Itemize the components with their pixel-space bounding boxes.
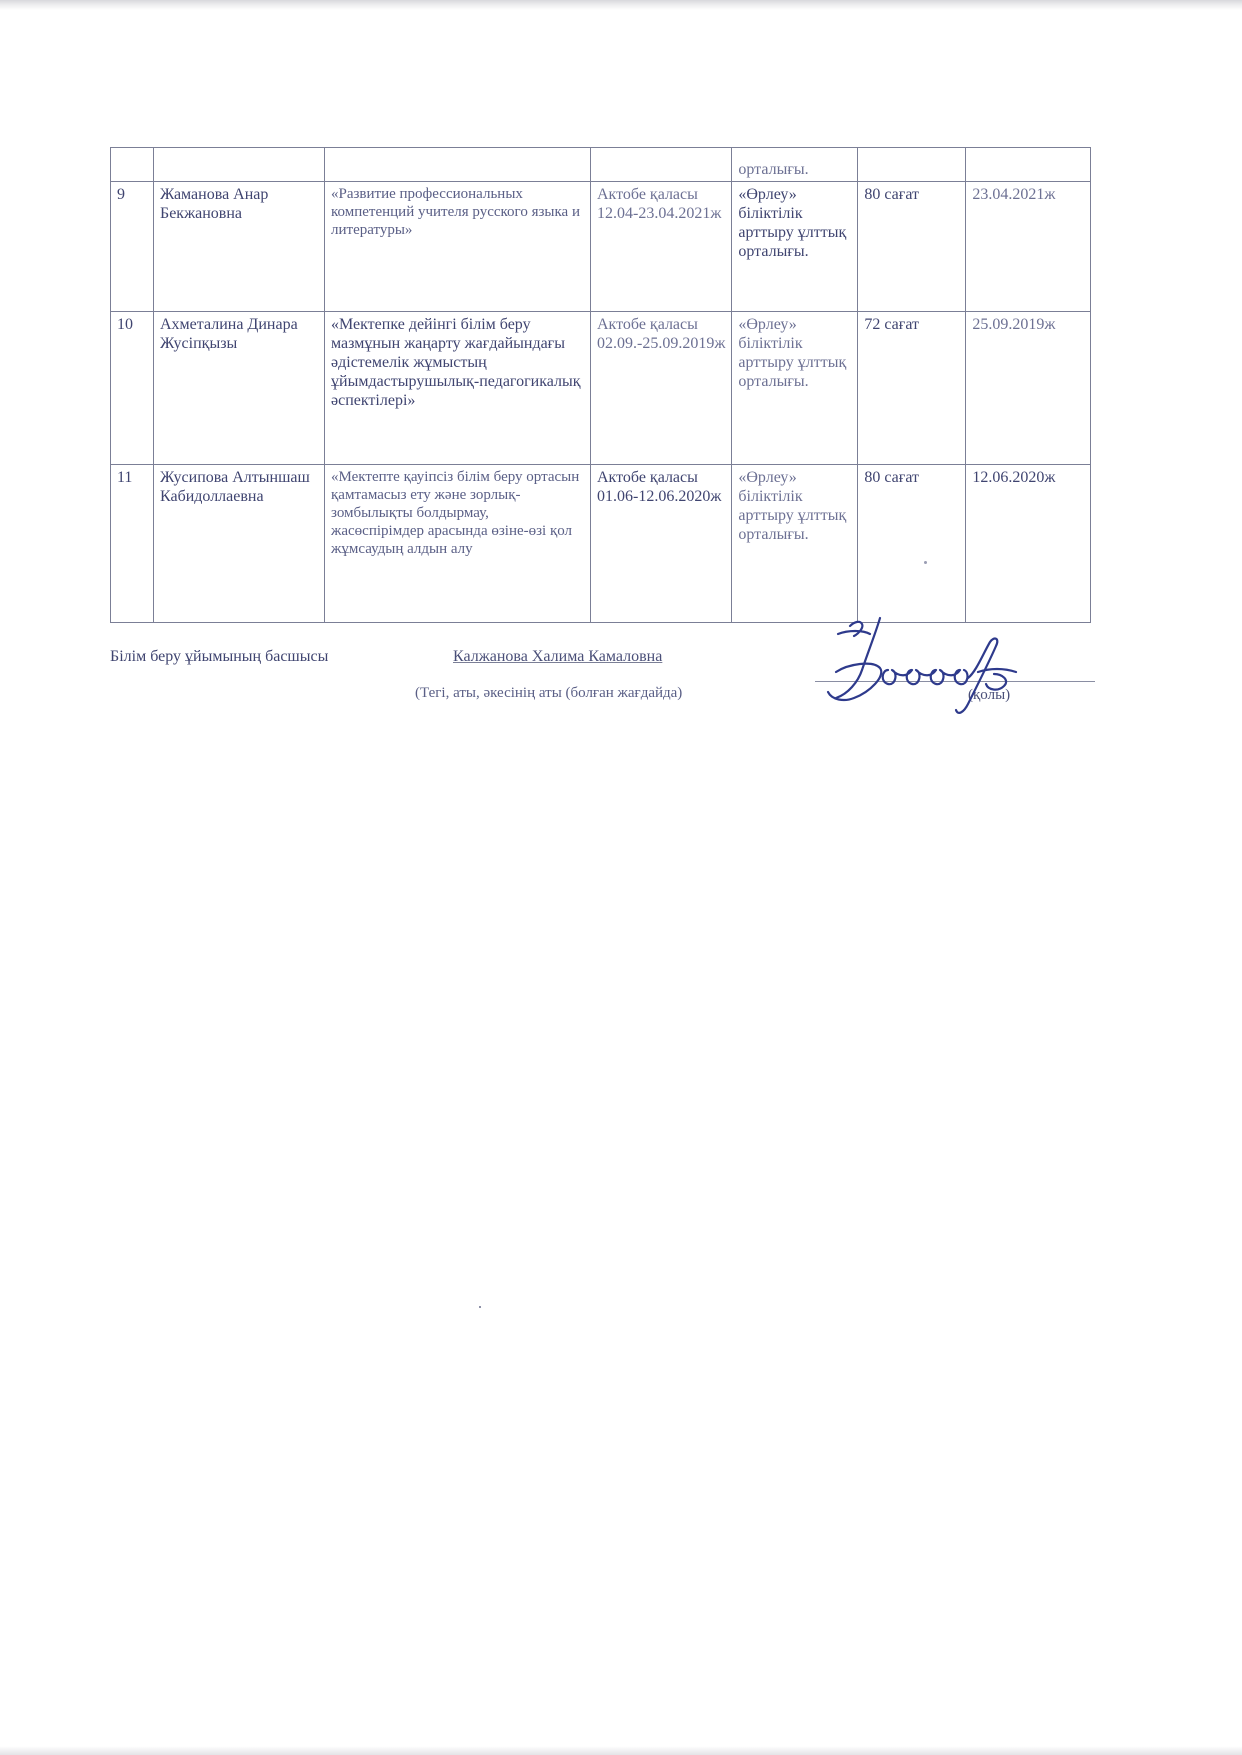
organization-cell: «Өрлеу» біліктілік арттыру ұлттық орталығы. [732,182,858,312]
scan-bottom-edge [0,1746,1242,1755]
table-row [111,182,1091,312]
row-number-cell [111,148,154,182]
training-records-table [110,147,1091,623]
course-topic-cell: «Мектепте қауіпсіз білім беру ортасын қамтамасыз ету және зорлық- зомбылықты болдырмау, жасөспірімдер арасында өзіне-өзі қол жұмсаудың алдын алу [325,465,591,623]
handwritten-signature [818,612,1028,722]
date-cell: 12.06.2020ж [966,465,1091,623]
date-cell: 25.09.2019ж [966,312,1091,465]
full-name-caption: (Тегі, аты, әкесінің аты (болған жағдайда) [415,685,683,701]
row-number-cell: 9 [111,182,154,312]
name-cell: Жаманова Анар Бекжановна [154,182,325,312]
head-full-name: Калжанова Халима Камаловна [453,648,663,665]
head-of-organization-label: Білім беру ұйымының басшысы [110,648,329,665]
scan-speck [924,561,927,564]
name-cell: Ахметалина Динара Жусіпқызы [154,312,325,465]
organization-cell: орталығы. [732,148,858,182]
date-cell: 23.04.2021ж [966,182,1091,312]
scan-top-edge [0,0,1242,10]
place-dates-cell: Актобе қаласы 01.06-12.06.2020ж [591,465,732,623]
course-topic-cell [325,148,591,182]
row-number-cell: 11 [111,465,154,623]
hours-cell [858,148,966,182]
table-row [111,465,1091,623]
table-row [111,148,1091,182]
place-dates-cell [591,148,732,182]
name-cell: Жусипова Алтыншаш Кабидоллаевна [154,465,325,623]
course-topic-cell: «Мектепке дейінгі білім беру мазмұнын жаңарту жағдайындағы әдістемелік жұмыстың ұйымдастырушылық-педагогикалық әспектілері» [325,312,591,465]
organization-cell: «Өрлеу» біліктілік арттыру ұлттық орталығы. [732,312,858,465]
organization-cell: «Өрлеу» біліктілік арттыру ұлттық орталығы. [732,465,858,623]
scan-speck [479,1306,481,1308]
date-cell [966,148,1091,182]
row-number-cell: 10 [111,312,154,465]
signature-caption: (қолы) [968,687,1011,703]
table-row [111,312,1091,465]
place-dates-cell: Актобе қаласы 12.04-23.04.2021ж [591,182,732,312]
course-topic-cell: «Развитие профессиональных компетенций учителя русского языка и литературы» [325,182,591,312]
hours-cell: 72 сағат [858,312,966,465]
hours-cell: 80 сағат [858,182,966,312]
place-dates-cell: Актобе қаласы 02.09.-25.09.2019ж [591,312,732,465]
hours-cell: 80 сағат [858,465,966,623]
name-cell [154,148,325,182]
